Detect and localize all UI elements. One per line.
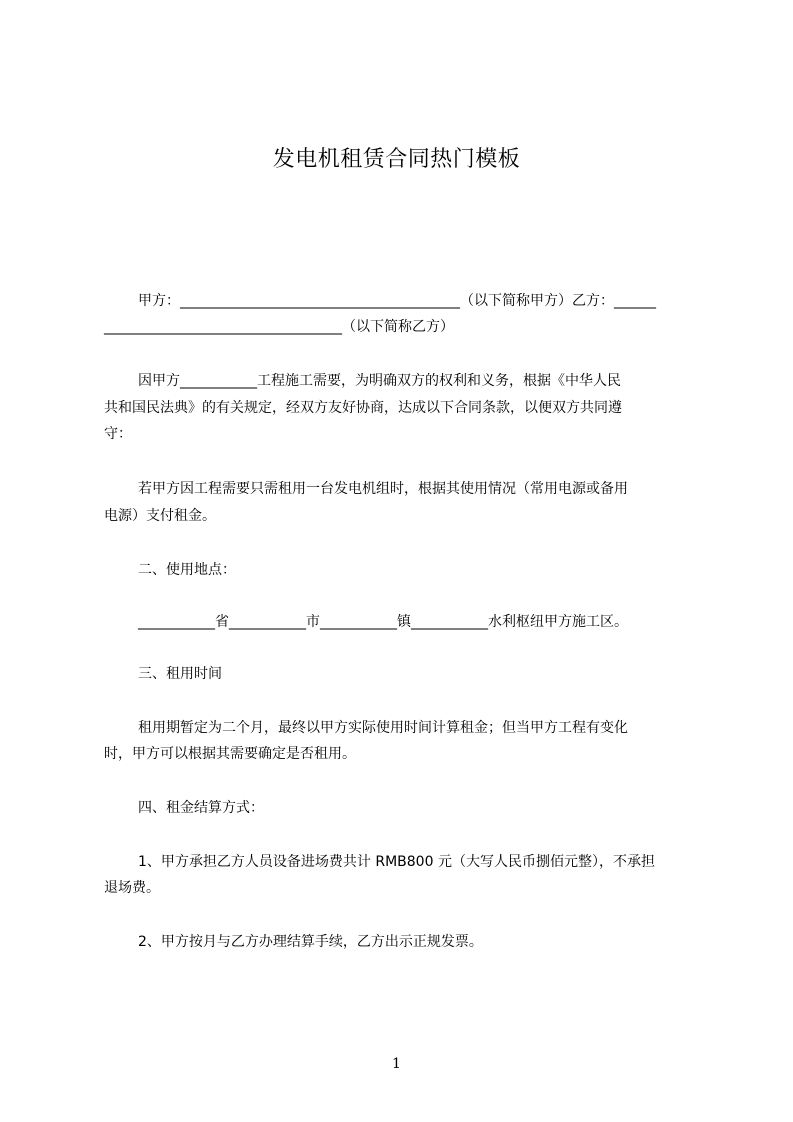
page-number: 1 [392,1056,401,1072]
location-line: ___________省___________市___________镇___________水利枢纽甲方施工区。 [138,614,628,630]
preamble-line-1: 因甲方___________工程施工需要，为明确双方的权利和义务，根据《中华人民 [138,373,621,389]
rent-period-line-1: 租用期暂定为二个月，最终以甲方实际使用时间计算租金；但当甲方工程有变化 [138,720,628,736]
clause-rent-line-2: 电源）支付租金。 [104,508,216,524]
section-3-heading: 三、租用时间 [138,666,222,682]
preamble-line-2: 共和国民法典》的有关规定，经双方友好协商，达成以下合同条款，以便双方共同遵 [104,400,622,416]
settlement-1-line-1: 1、甲方承担乙方人员设备进场费共计 RMB800 元（大写人民币捌佰元整），不承担 [138,854,655,870]
section-2-heading: 二、使用地点： [138,562,236,578]
clause-rent-line-1: 若甲方因工程需要只需租用一台发电机组时，根据其使用情况（常用电源或备用 [138,481,628,497]
section-4-heading: 四、租金结算方式： [138,800,264,816]
party-line-1: 甲方：________________________________________（以下简称甲方）乙方：______ [138,293,656,309]
settlement-2-line-1: 2、甲方按月与乙方办理结算手续，乙方出示正规发票。 [138,934,483,950]
preamble-line-3: 守： [104,426,132,442]
rent-period-line-2: 时，甲方可以根据其需要确定是否租用。 [104,746,356,762]
document-title: 发电机租赁合同热门模板 [272,147,521,172]
party-line-2: __________________________________（以下简称乙方） [104,319,454,335]
settlement-1-line-2: 退场费。 [104,880,160,896]
